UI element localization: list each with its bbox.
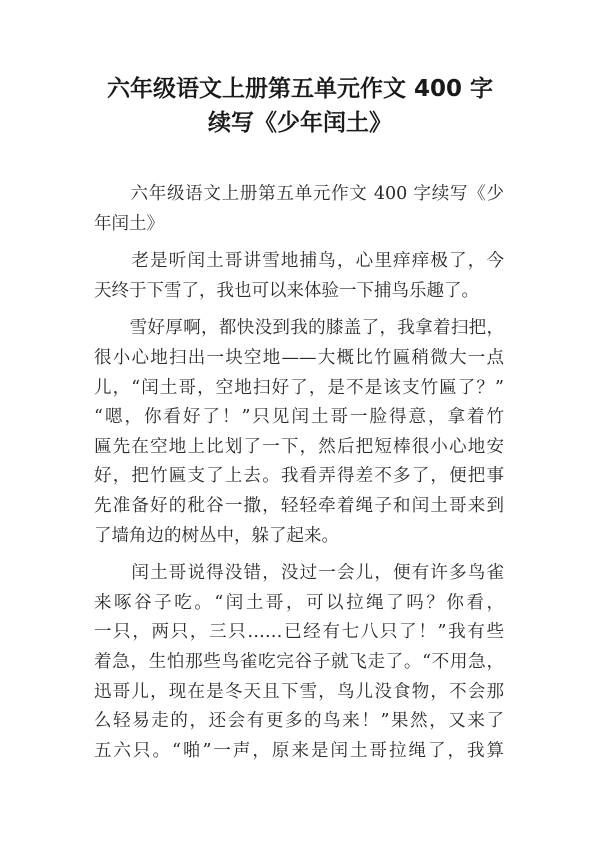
- text-line: 了墙角边的树丛中，躲了起来。: [94, 525, 339, 546]
- text-line: 先准备好的秕谷一撒，轻轻牵着绳子和闰土哥来到: [94, 495, 504, 516]
- text-line: 一只，两只，三只……已经有七八只了！”我有些: [94, 622, 504, 643]
- text-line: “嗯，你看好了！”只见闰土哥一脸得意，拿着竹: [94, 407, 504, 428]
- text-line: 年闰土》: [94, 213, 164, 234]
- paragraph: [94, 180, 504, 239]
- paragraph: [94, 247, 504, 306]
- paragraph: [94, 559, 504, 766]
- title-line-2: 续写《少年闰土》: [208, 110, 392, 136]
- text-line: 很小心地扫出一块空地——大概比竹匾稍微大一点: [94, 347, 504, 368]
- text-line: 雪好厚啊，都快没到我的膝盖了，我拿着扫把，: [94, 318, 504, 339]
- document-body: [94, 180, 504, 766]
- text-line: 好，把竹匾支了上去。我看弄得差不多了，便把事: [94, 466, 504, 487]
- text-line: 闰土哥说得没错，没过一会儿，便有许多鸟雀: [94, 563, 504, 584]
- text-line: 六年级语文上册第五单元作文 400 字续写《少: [94, 184, 504, 204]
- text-line: 么轻易走的，还会有更多的鸟来！”果然，又来了: [94, 711, 504, 732]
- text-line: 天终于下雪了，我也可以来体验一下捕鸟乐趣了。: [94, 280, 479, 301]
- title-line-1: 六年级语文上册第五单元作文 400 字: [106, 76, 494, 102]
- text-line: 儿，“闰土哥，空地扫好了，是不是该支竹匾了？”: [94, 377, 504, 398]
- document-title: [60, 72, 540, 140]
- text-line: 着急，生怕那些鸟雀吃完谷子就飞走了。“不用急，: [94, 651, 504, 672]
- text-line: 五六只。“啪”一声，原来是闰土哥拉绳了，我算: [94, 740, 504, 761]
- paragraph: [94, 314, 504, 551]
- text-line: 迅哥儿，现在是冬天且下雪，鸟儿没食物，不会那: [94, 681, 504, 702]
- text-line: 来啄谷子吃。“闰土哥，可以拉绳了吗？你看，: [94, 592, 504, 613]
- text-line: 匾先在空地上比划了一下，然后把短棒很小心地安: [94, 436, 504, 457]
- text-line: 老是听闰土哥讲雪地捕鸟，心里痒痒极了，今: [94, 251, 504, 272]
